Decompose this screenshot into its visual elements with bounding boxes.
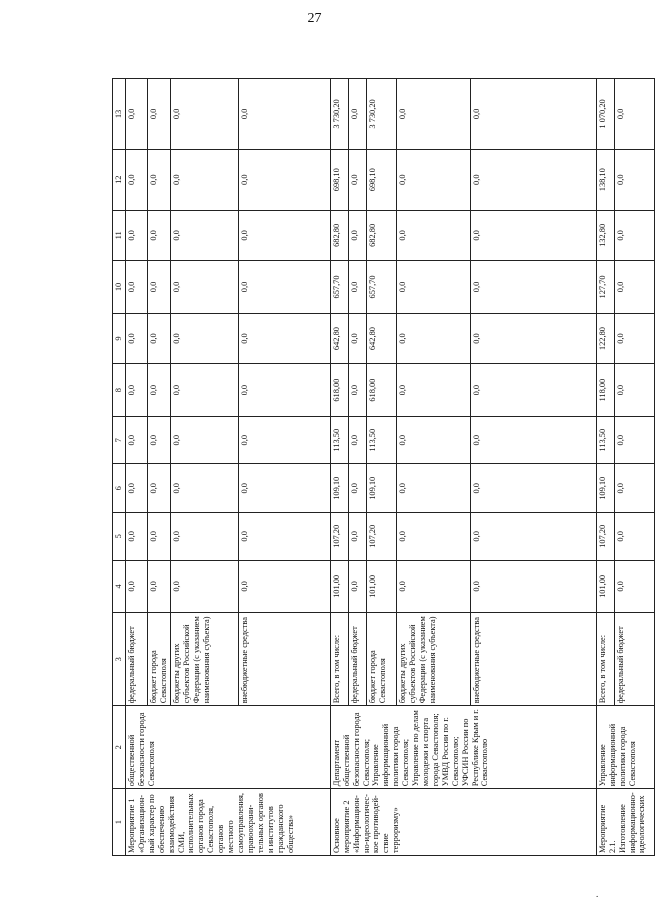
value-cell: 0,0 — [614, 79, 654, 150]
value-cell: 107,20 — [330, 513, 348, 561]
value-cell: 0,0 — [170, 261, 238, 314]
value-cell: 0,0 — [396, 79, 470, 150]
value-cell: 0,0 — [348, 416, 366, 464]
value-cell: 0,0 — [148, 261, 171, 314]
header-cell: 4 — [113, 560, 126, 613]
value-cell: 0,0 — [148, 210, 171, 261]
value-cell: 0,0 — [170, 364, 238, 417]
value-cell: 0,0 — [148, 313, 171, 364]
value-cell: 0,0 — [614, 513, 654, 561]
value-cell: 0,0 — [614, 364, 654, 417]
value-cell: 0,0 — [238, 364, 330, 417]
value-cell: 0,0 — [396, 261, 470, 314]
value-cell: 0,0 — [126, 210, 148, 261]
header-cell: 2 — [113, 706, 126, 789]
value-cell: 0,0 — [126, 560, 148, 613]
value-cell: 0,0 — [348, 560, 366, 613]
value-cell: 101,00 — [366, 560, 396, 613]
value-cell: 132,80 — [596, 210, 614, 261]
value-cell: 0,0 — [148, 560, 171, 613]
value-cell: 0,0 — [396, 513, 470, 561]
value-cell: 0,0 — [614, 560, 654, 613]
value-cell: 0,0 — [470, 79, 596, 150]
value-cell: 0,0 — [148, 416, 171, 464]
value-cell: 0,0 — [170, 416, 238, 464]
funding-source-cell: Всего, в том числе: — [330, 613, 348, 706]
table-body — [126, 79, 655, 856]
value-cell: 618,00 — [330, 364, 348, 417]
value-cell: 0,0 — [470, 149, 596, 210]
bottom-mark: . — [596, 889, 599, 899]
funding-source-cell: бюджеты других субъектов Российской Федерации (с указанием наименования субъекта) — [170, 613, 238, 706]
value-cell: 113,50 — [330, 416, 348, 464]
value-cell: 618,00 — [366, 364, 396, 417]
funding-source-cell: федеральный бюджет — [126, 613, 148, 706]
header-cell: 10 — [113, 261, 126, 314]
funding-source-cell: внебюджетные средства — [238, 613, 330, 706]
value-cell: 0,0 — [470, 364, 596, 417]
value-cell: 1 070,20 — [596, 79, 614, 150]
rotated-table-wrapper — [112, 78, 647, 856]
value-cell: 3 730,20 — [366, 79, 396, 150]
value-cell: 0,0 — [614, 149, 654, 210]
value-cell: 0,0 — [348, 79, 366, 150]
value-cell: 0,0 — [614, 210, 654, 261]
value-cell: 127,70 — [596, 261, 614, 314]
value-cell: 0,0 — [348, 261, 366, 314]
value-cell: 122,80 — [596, 313, 614, 364]
value-cell: 657,70 — [330, 261, 348, 314]
executor-cell: Управление информационной политики города Севастополя — [596, 706, 654, 789]
value-cell: 0,0 — [238, 210, 330, 261]
activity-cell: Мероприятие 1 «Организацион- ный характер по обеспечению взаимодействия СМИ, исполнительных органов города Севастополя, органов местного самоуправления, правоохрани- тельных органов и институтов гражданского общества» — [126, 789, 331, 856]
value-cell: 698,10 — [366, 149, 396, 210]
value-cell: 0,0 — [170, 560, 238, 613]
value-cell: 0,0 — [238, 464, 330, 513]
value-cell: 0,0 — [470, 560, 596, 613]
funding-source-cell: федеральный бюджет — [614, 613, 654, 706]
value-cell: 101,00 — [596, 560, 614, 613]
value-cell: 0,0 — [170, 464, 238, 513]
value-cell: 0,0 — [148, 79, 171, 150]
value-cell: 0,0 — [470, 261, 596, 314]
value-cell: 0,0 — [148, 364, 171, 417]
value-cell: 0,0 — [614, 313, 654, 364]
value-cell: 0,0 — [126, 79, 148, 150]
value-cell: 113,50 — [366, 416, 396, 464]
funding-source-cell: бюджет города Севастополя — [148, 613, 171, 706]
value-cell: 0,0 — [170, 513, 238, 561]
value-cell: 0,0 — [170, 149, 238, 210]
value-cell: 113,50 — [596, 416, 614, 464]
value-cell: 0,0 — [238, 513, 330, 561]
header-cell: 11 — [113, 210, 126, 261]
value-cell: 101,00 — [330, 560, 348, 613]
value-cell: 118,00 — [596, 364, 614, 417]
value-cell: 0,0 — [126, 416, 148, 464]
header-cell: 9 — [113, 313, 126, 364]
value-cell: 642,80 — [330, 313, 348, 364]
funding-source-cell: бюджет города Севастополя — [366, 613, 396, 706]
value-cell: 657,70 — [366, 261, 396, 314]
value-cell: 0,0 — [238, 79, 330, 150]
value-cell: 138,10 — [596, 149, 614, 210]
value-cell: 0,0 — [470, 313, 596, 364]
value-cell: 682,80 — [366, 210, 396, 261]
value-cell: 0,0 — [470, 416, 596, 464]
header-cell: 12 — [113, 149, 126, 210]
value-cell: 0,0 — [470, 210, 596, 261]
value-cell: 0,0 — [126, 464, 148, 513]
value-cell: 0,0 — [238, 560, 330, 613]
value-cell: 0,0 — [238, 149, 330, 210]
header-cell: 7 — [113, 416, 126, 464]
header-row — [113, 79, 126, 856]
page-number: 27 — [307, 11, 322, 26]
table-row — [596, 79, 614, 856]
funding-source-cell: Всего, в том числе: — [596, 613, 614, 706]
value-cell: 0,0 — [148, 464, 171, 513]
value-cell: 0,0 — [348, 364, 366, 417]
header-cell: 8 — [113, 364, 126, 417]
value-cell: 0,0 — [470, 513, 596, 561]
value-cell: 0,0 — [348, 210, 366, 261]
value-cell: 109,10 — [366, 464, 396, 513]
value-cell: 109,10 — [596, 464, 614, 513]
value-cell: 107,20 — [366, 513, 396, 561]
value-cell: 0,0 — [126, 513, 148, 561]
value-cell: 0,0 — [170, 313, 238, 364]
value-cell: 642,80 — [366, 313, 396, 364]
budget-table — [112, 78, 655, 856]
value-cell: 107,20 — [596, 513, 614, 561]
value-cell: 0,0 — [126, 261, 148, 314]
value-cell: 0,0 — [614, 261, 654, 314]
value-cell: 0,0 — [614, 416, 654, 464]
value-cell: 0,0 — [470, 464, 596, 513]
table-row — [330, 79, 348, 856]
funding-source-cell: внебюджетные средства — [470, 613, 596, 706]
value-cell: 0,0 — [348, 313, 366, 364]
value-cell: 0,0 — [126, 313, 148, 364]
executor-cell: общественной безопасности города Севастополя — [126, 706, 331, 789]
value-cell: 0,0 — [126, 149, 148, 210]
value-cell: 0,0 — [396, 416, 470, 464]
header-cell: 3 — [113, 613, 126, 706]
funding-source-cell: федеральный бюджет — [348, 613, 366, 706]
header-cell: 1 — [113, 789, 126, 856]
value-cell: 0,0 — [170, 210, 238, 261]
header-cell: 13 — [113, 79, 126, 150]
value-cell: 0,0 — [170, 79, 238, 150]
value-cell: 0,0 — [348, 513, 366, 561]
value-cell: 0,0 — [148, 149, 171, 210]
header-cell: 6 — [113, 464, 126, 513]
value-cell: 109,10 — [330, 464, 348, 513]
value-cell: 0,0 — [148, 513, 171, 561]
table-row — [126, 79, 148, 856]
value-cell: 0,0 — [348, 464, 366, 513]
value-cell: 0,0 — [238, 416, 330, 464]
activity-cell: Основное мероприятие 2 «Информацион- но-идеологичес- кое противодей- ствие терроризму» — [330, 789, 596, 856]
value-cell: 0,0 — [238, 313, 330, 364]
value-cell: 0,0 — [396, 560, 470, 613]
value-cell: 0,0 — [126, 364, 148, 417]
value-cell: 0,0 — [396, 149, 470, 210]
value-cell: 0,0 — [396, 364, 470, 417]
value-cell: 698,10 — [330, 149, 348, 210]
executor-cell: Департамент общественной безопасности города Севастополя; Управление информационной политики города Севастополя; Управление по делам молодежи и спорта города Севастополя; УМВД России по г. Севастополю; УФСИН России по Республике Крым и г. Севастополю — [330, 706, 596, 789]
header-cell: 5 — [113, 513, 126, 561]
value-cell: 0,0 — [238, 261, 330, 314]
value-cell: 0,0 — [396, 210, 470, 261]
value-cell: 3 730,20 — [330, 79, 348, 150]
value-cell: 0,0 — [614, 464, 654, 513]
activity-cell: Мероприятие 2.1. Изготовление информационно- идеологических — [596, 789, 654, 856]
value-cell: 0,0 — [396, 464, 470, 513]
value-cell: 0,0 — [348, 149, 366, 210]
value-cell: 0,0 — [396, 313, 470, 364]
funding-source-cell: бюджеты других субъектов Российской Федерации (с указанием наименования субъекта) — [396, 613, 470, 706]
value-cell: 682,80 — [330, 210, 348, 261]
